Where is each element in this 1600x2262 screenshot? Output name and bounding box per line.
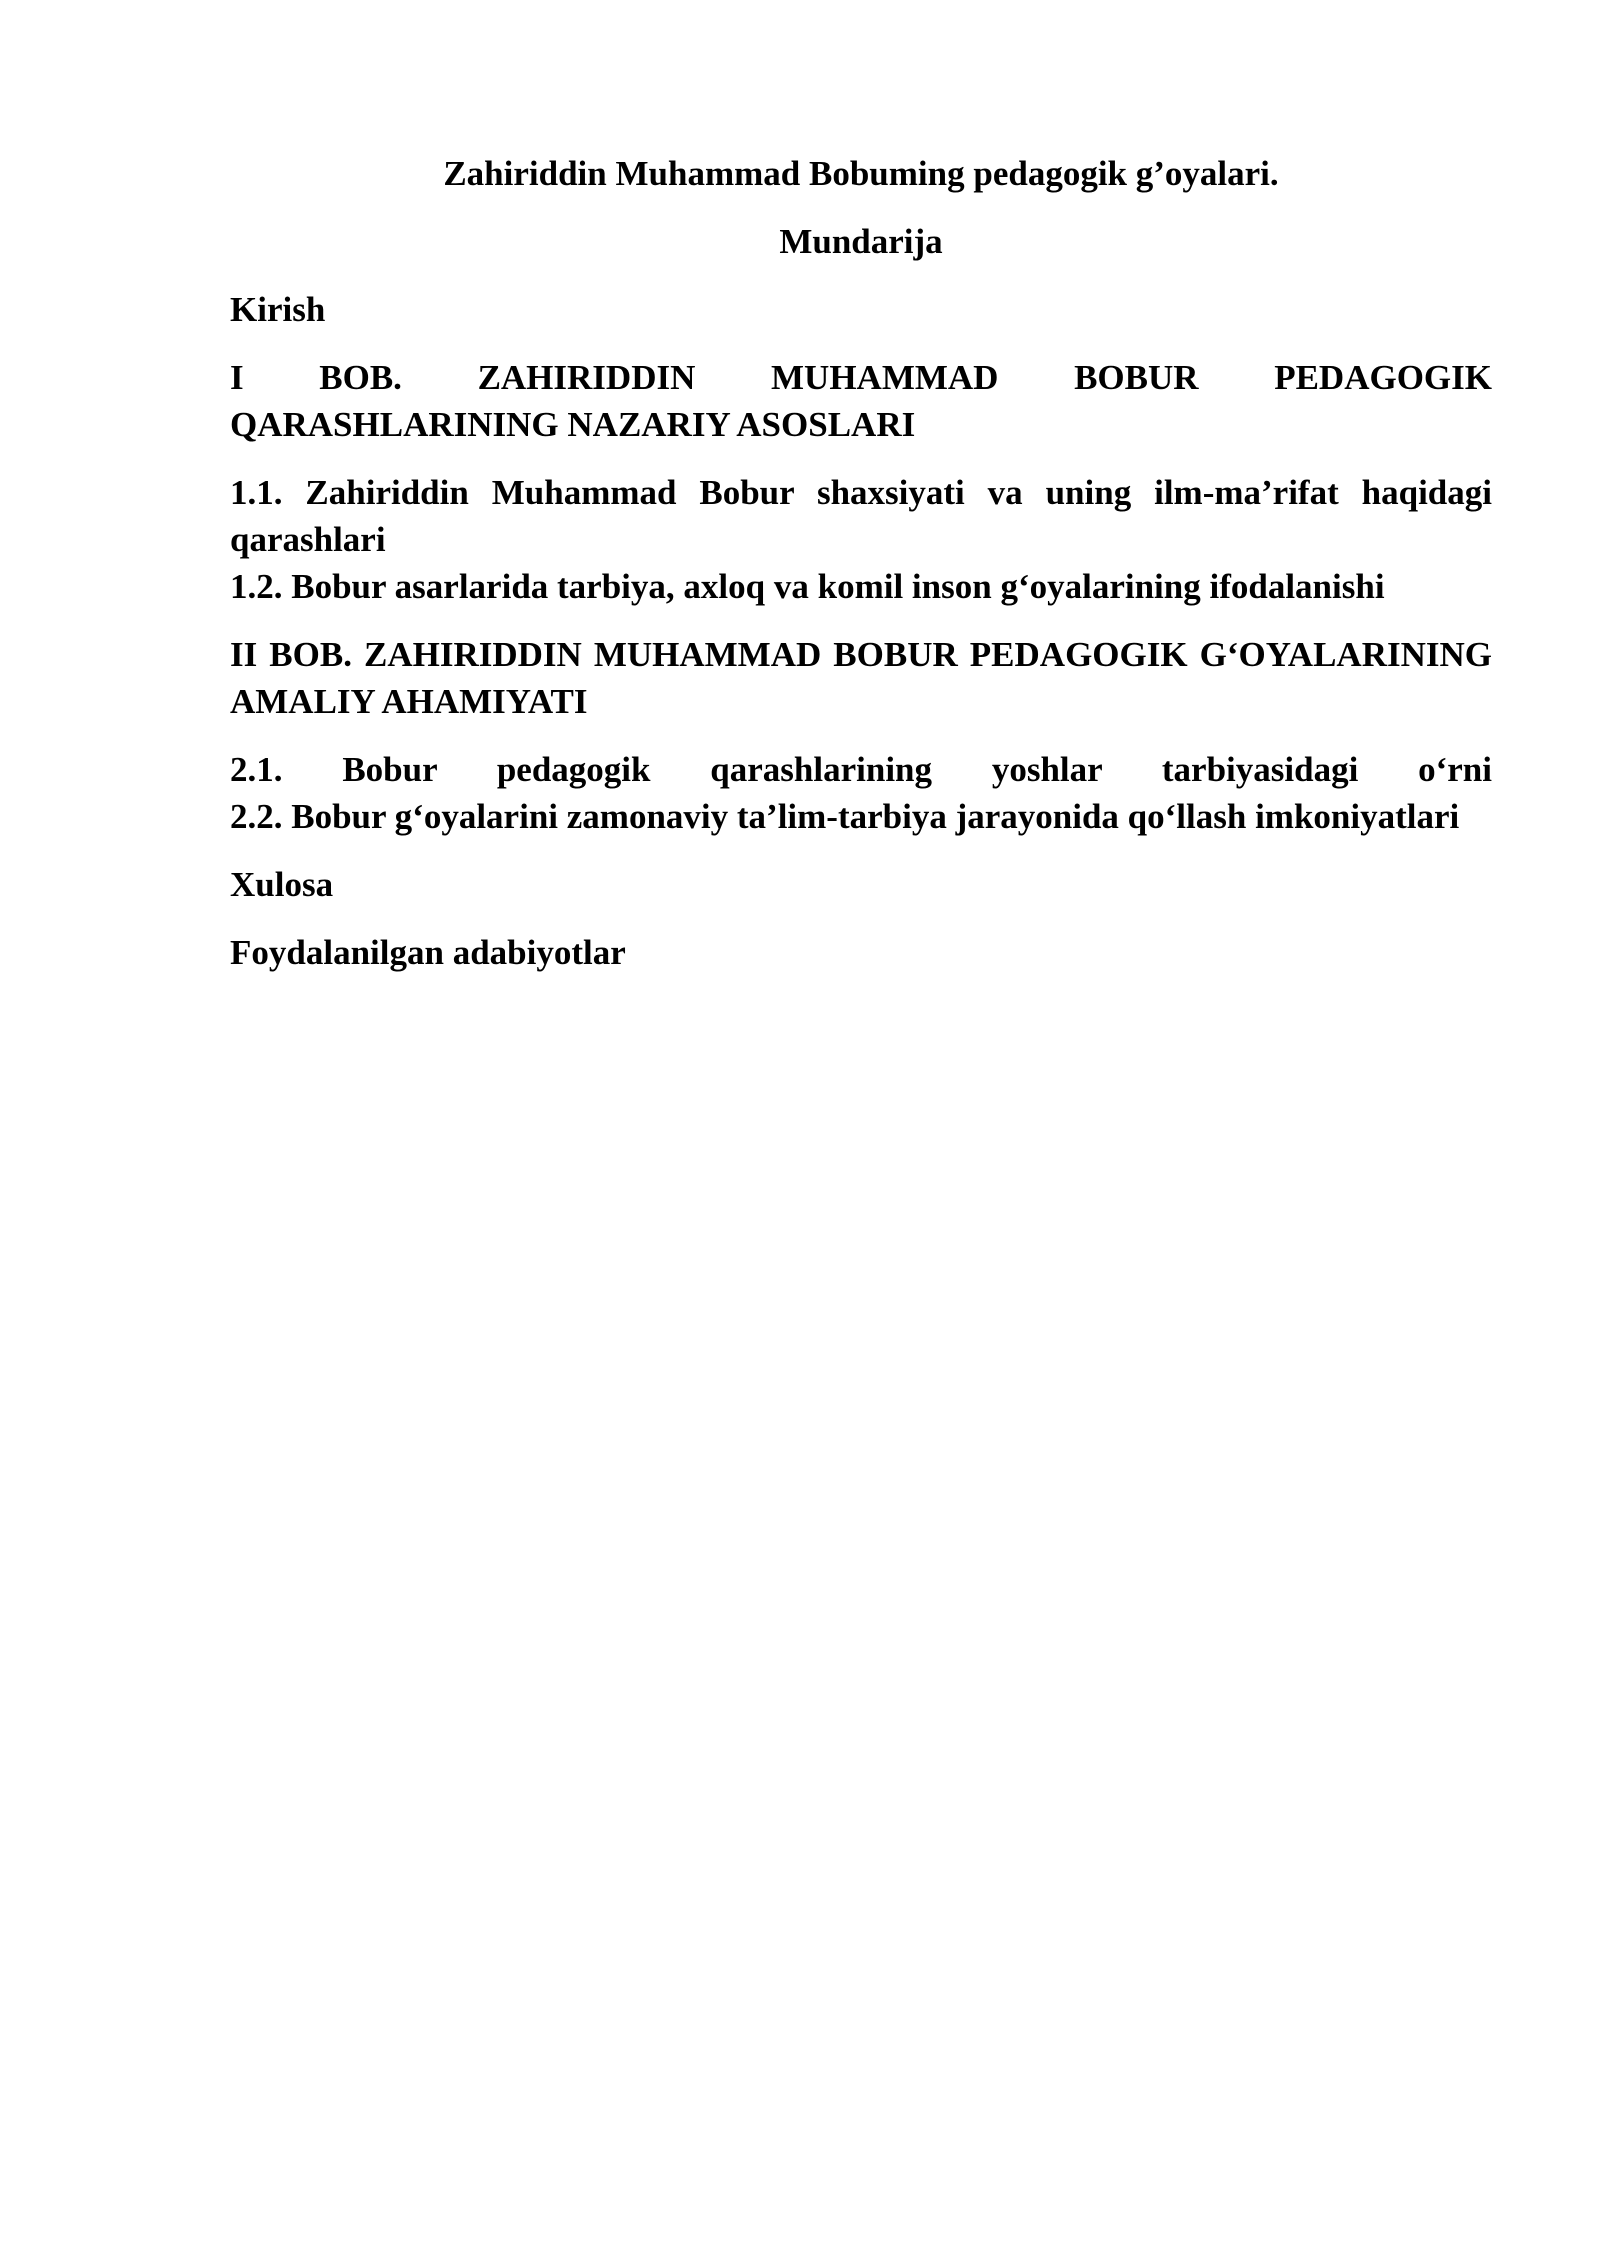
toc-chapter-2-heading: II BOB. ZAHIRIDDIN MUHAMMAD BOBUR PEDAGOGIK G‘OYALARINING AMALIY AHAMIYATI bbox=[230, 635, 1492, 721]
document-content bbox=[230, 150, 1492, 997]
document-title: Zahiriddin Muhammad Bobuming pedagogik g’oyalari. bbox=[443, 154, 1279, 193]
toc-section-1-1: 1.1. Zahiriddin Muhammad Bobur shaxsiyati va uning ilm-ma’rifat haqidagi qarashlari bbox=[230, 473, 1492, 559]
toc-section-2-2: 2.2. Bobur g‘oyalarini zamonaviy ta’lim-tarbiya jarayonida qo‘llash imkoniyatlari bbox=[230, 797, 1460, 836]
toc-chapter-1-heading: I BOB. ZAHIRIDDIN MUHAMMAD BOBUR PEDAGOGIK QARASHLARINING NAZARIY ASOSLARI bbox=[230, 358, 1492, 444]
toc-section-2-1: 2.1. Bobur pedagogik qarashlarining yoshlar tarbiyasidagi o‘rni bbox=[230, 750, 1492, 789]
toc-item-references: Foydalanilgan adabiyotlar bbox=[230, 933, 626, 972]
toc-item-conclusion: Xulosa bbox=[230, 865, 334, 904]
toc-heading: Mundarija bbox=[779, 222, 943, 261]
toc-chapter-1-sections bbox=[230, 469, 1492, 610]
toc-section-1-2: 1.2. Bobur asarlarida tarbiya, axloq va komil inson g‘oyalarining ifodalanishi bbox=[230, 567, 1385, 606]
toc-item-intro: Kirish bbox=[230, 290, 326, 329]
toc-chapter-2-sections bbox=[230, 746, 1492, 840]
